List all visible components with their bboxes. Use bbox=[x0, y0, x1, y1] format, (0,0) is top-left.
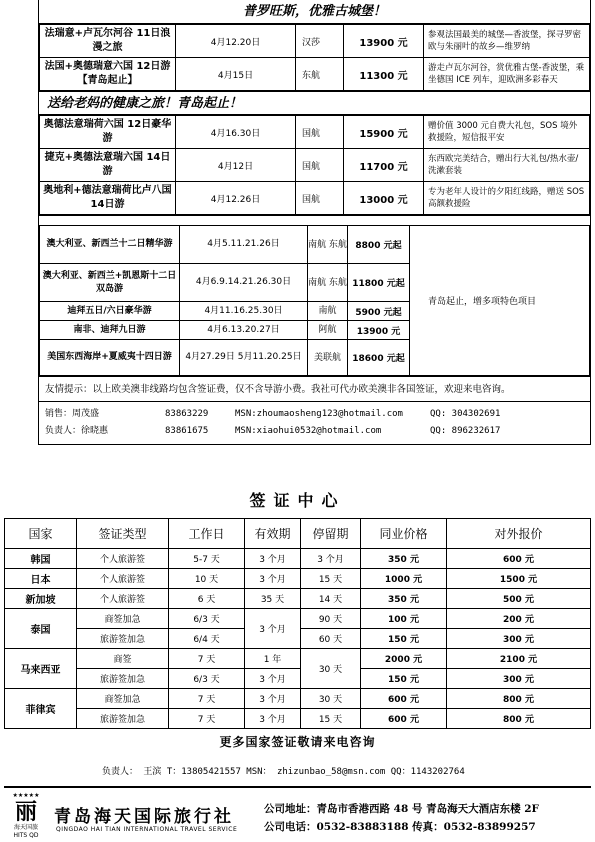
tour-note: 游走卢瓦尔河谷，赏优雅古堡-香波堡，乘坐德国 ICE 列车，迎欧洲多彩春天 bbox=[424, 58, 590, 91]
logo-stars: ★★★★★ bbox=[12, 792, 40, 799]
visa-days: 7 天 bbox=[169, 709, 245, 729]
visa-center-title: 签证中心 bbox=[249, 491, 346, 510]
visa-peer-price: 1000 元 bbox=[361, 569, 447, 589]
visa-col-valid: 有效期 bbox=[245, 519, 301, 549]
visa-type: 个人旅游签 bbox=[77, 589, 169, 609]
tour-name: 法瑞意+卢瓦尔河谷 11日浪漫之旅 bbox=[40, 25, 176, 58]
tour-date: 4月11.16.25.30日 bbox=[180, 302, 308, 321]
tour-name: 奥地利+德法意瑞荷比卢八国 14日游 bbox=[40, 182, 176, 215]
tour-airline: 南航 bbox=[308, 302, 348, 321]
contact-row bbox=[45, 406, 584, 423]
visa-public-price: 300 元 bbox=[447, 629, 591, 649]
europe-table bbox=[39, 24, 590, 91]
tour-date: 4月6.9.14.21.26.30日 bbox=[180, 264, 308, 302]
table-row bbox=[40, 182, 590, 215]
visa-type: 旅游签加急 bbox=[77, 709, 169, 729]
tour-name: 法国+奥德瑞意六国 12日游【青岛起止】 bbox=[40, 58, 176, 91]
table-row bbox=[5, 609, 591, 629]
visa-type: 旅游签加急 bbox=[77, 669, 169, 689]
visa-valid: 3 个月 bbox=[245, 709, 301, 729]
longhaul-note: 青岛起止，增多项特色项目 bbox=[410, 226, 590, 376]
contact-msn: MSN:zhoumaosheng123@hotmail.com bbox=[235, 409, 403, 419]
visa-valid: 3 个月 bbox=[245, 609, 301, 649]
tour-note: 东西欧完美结合，赠出行大礼包/热水壶/洗漱套装 bbox=[424, 149, 590, 182]
tour-note: 赠价值 3000 元自费大礼包，SOS 境外救援险，短信报平安 bbox=[424, 116, 590, 149]
visa-valid: 1 年 bbox=[245, 649, 301, 669]
visa-stay: 30 天 bbox=[301, 689, 361, 709]
logo-text: 海天国旅 bbox=[13, 824, 38, 831]
tour-name: 奥德法意瑞荷六国 12日豪华游 bbox=[40, 116, 176, 149]
tour-airline: 南航 东航 bbox=[308, 226, 348, 264]
tour-price: 13900 元 bbox=[344, 25, 424, 58]
tour-airline: 国航 bbox=[296, 149, 344, 182]
tour-price: 11800 元起 bbox=[348, 264, 410, 302]
visa-days: 5-7 天 bbox=[169, 549, 245, 569]
company-address: 公司地址：青岛市香港西路 48 号 青岛海天大酒店东楼 2F bbox=[264, 803, 539, 815]
elder-banner: 送给老妈的健康之旅！青岛起止！ bbox=[39, 91, 590, 115]
more-visa-note: 更多国家签证敬请来电咨询 bbox=[219, 735, 376, 749]
visa-type: 个人旅游签 bbox=[77, 549, 169, 569]
visa-valid: 3 个月 bbox=[245, 689, 301, 709]
tour-price: 5900 元起 bbox=[348, 302, 410, 321]
visa-col-public: 对外报价 bbox=[447, 519, 591, 549]
visa-valid: 3 个月 bbox=[245, 549, 301, 569]
visa-stay: 90 天 bbox=[301, 609, 361, 629]
tour-airline: 国航 bbox=[296, 116, 344, 149]
visa-country: 马来西亚 bbox=[5, 649, 77, 689]
visa-days: 7 天 bbox=[169, 649, 245, 669]
tour-note: 专为老年人设计的夕阳红线路，赠送 SOS 高额救援险 bbox=[424, 182, 590, 215]
visa-stay: 14 天 bbox=[301, 589, 361, 609]
table-row bbox=[5, 589, 591, 609]
visa-days: 10 天 bbox=[169, 569, 245, 589]
visa-public-price: 800 元 bbox=[447, 689, 591, 709]
visa-col-type: 签证类型 bbox=[77, 519, 169, 549]
visa-days: 7 天 bbox=[169, 689, 245, 709]
tour-airline: 国航 bbox=[296, 182, 344, 215]
tour-name: 美国东西海岸+夏威夷十四日游 bbox=[40, 340, 180, 376]
visa-peer-price: 350 元 bbox=[361, 589, 447, 609]
tour-price: 11300 元 bbox=[344, 58, 424, 91]
tour-date: 4月6.13.20.27日 bbox=[180, 321, 308, 340]
table-row bbox=[40, 25, 590, 58]
visa-type: 个人旅游签 bbox=[77, 569, 169, 589]
visa-public-price: 1500 元 bbox=[447, 569, 591, 589]
visa-col-days: 工作日 bbox=[169, 519, 245, 549]
elder-table bbox=[39, 115, 590, 215]
visa-country: 泰国 bbox=[5, 609, 77, 649]
visa-col-peer: 同业价格 bbox=[361, 519, 447, 549]
visa-peer-price: 100 元 bbox=[361, 609, 447, 629]
tour-section bbox=[38, 0, 591, 445]
visa-peer-price: 600 元 bbox=[361, 709, 447, 729]
tour-date: 4月27.29日 5月11.20.25日 bbox=[180, 340, 308, 376]
visa-days: 6 天 bbox=[169, 589, 245, 609]
visa-days: 6/4 天 bbox=[169, 629, 245, 649]
tour-note: 参观法国最美的城堡—香波堡，探寻罗密欧与朱丽叶的故乡—维罗纳 bbox=[424, 25, 590, 58]
visa-valid: 3 个月 bbox=[245, 569, 301, 589]
company-name-en: QINGDAO HAI TIAN INTERNATIONAL TRAVEL SERVICE bbox=[56, 826, 238, 833]
visa-public-price: 300 元 bbox=[447, 669, 591, 689]
visa-stay: 15 天 bbox=[301, 569, 361, 589]
visa-days: 6/3 天 bbox=[169, 609, 245, 629]
tour-name: 南非、迪拜九日游 bbox=[40, 321, 180, 340]
section-gap bbox=[39, 215, 590, 225]
contact-qq: QQ: 896232617 bbox=[430, 426, 501, 436]
visa-country: 菲律宾 bbox=[5, 689, 77, 729]
tour-date: 4月15日 bbox=[176, 58, 296, 91]
tour-airline: 美联航 bbox=[308, 340, 348, 376]
tour-airline: 南航 东航 bbox=[308, 264, 348, 302]
table-row bbox=[5, 669, 591, 689]
table-row bbox=[40, 226, 590, 264]
tour-airline: 阿航 bbox=[308, 321, 348, 340]
company-logo bbox=[6, 792, 46, 840]
visa-peer-price: 150 元 bbox=[361, 669, 447, 689]
visa-stay: 3 个月 bbox=[301, 549, 361, 569]
visa-type: 旅游签加急 bbox=[77, 629, 169, 649]
contact-role: 销售：周茂盛 bbox=[45, 409, 100, 419]
tour-price: 13000 元 bbox=[344, 182, 424, 215]
visa-country: 日本 bbox=[5, 569, 77, 589]
tour-price: 15900 元 bbox=[344, 116, 424, 149]
tour-airline: 东航 bbox=[296, 58, 344, 91]
visa-type: 商签 bbox=[77, 649, 169, 669]
friendly-tip: 友情提示：以上欧美澳非线路均包含签证费，仅不含导游小费。我社可代办欧美澳非各国签证，欢迎来电咨询。 bbox=[39, 376, 590, 402]
table-row bbox=[5, 709, 591, 729]
logo-sub: HITS QD bbox=[13, 832, 39, 839]
company-phone: 公司电话：0532-83883188 传真：0532-83899257 bbox=[264, 821, 536, 833]
tour-airline: 汉莎 bbox=[296, 25, 344, 58]
tour-date: 4月12.26日 bbox=[176, 182, 296, 215]
visa-country: 新加坡 bbox=[5, 589, 77, 609]
table-row bbox=[5, 549, 591, 569]
longhaul-table bbox=[39, 225, 590, 376]
tour-name: 迪拜五日/六日豪华游 bbox=[40, 302, 180, 321]
europe-banner: 普罗旺斯，优雅古城堡！ bbox=[39, 0, 590, 24]
footer bbox=[4, 786, 591, 842]
tour-date: 4月5.11.21.26日 bbox=[180, 226, 308, 264]
tour-date: 4月16.30日 bbox=[176, 116, 296, 149]
visa-col-stay: 停留期 bbox=[301, 519, 361, 549]
visa-stay: 15 天 bbox=[301, 709, 361, 729]
table-row bbox=[5, 569, 591, 589]
table-row bbox=[40, 116, 590, 149]
visa-col-country: 国家 bbox=[5, 519, 77, 549]
visa-type: 商签加急 bbox=[77, 609, 169, 629]
tour-price: 11700 元 bbox=[344, 149, 424, 182]
contact-phone: 83863229 bbox=[165, 409, 209, 419]
visa-public-price: 800 元 bbox=[447, 709, 591, 729]
contact-msn: MSN:xiaohui0532@hotmail.com bbox=[235, 426, 382, 436]
contact-role: 负责人：徐晓惠 bbox=[45, 426, 109, 436]
visa-public-price: 600 元 bbox=[447, 549, 591, 569]
visa-public-price: 500 元 bbox=[447, 589, 591, 609]
visa-peer-price: 350 元 bbox=[361, 549, 447, 569]
visa-header-row bbox=[5, 519, 591, 549]
visa-responsible: 负责人： 王滨 T：13805421557 MSN： zhizunbao_58@msn.com QQ：1143202764 bbox=[102, 767, 465, 777]
tour-name: 捷克+奥德法意瑞六国 14日游 bbox=[40, 149, 176, 182]
visa-table bbox=[4, 518, 591, 729]
contact-block bbox=[39, 402, 590, 444]
contact-qq: QQ: 304302691 bbox=[430, 409, 501, 419]
visa-valid: 3 个月 bbox=[245, 669, 301, 689]
contact-row bbox=[45, 423, 584, 440]
visa-stay: 60 天 bbox=[301, 629, 361, 649]
visa-public-price: 200 元 bbox=[447, 609, 591, 629]
tour-price: 8800 元起 bbox=[348, 226, 410, 264]
table-row bbox=[5, 689, 591, 709]
table-row bbox=[40, 149, 590, 182]
tour-price: 13900 元 bbox=[348, 321, 410, 340]
visa-country: 韩国 bbox=[5, 549, 77, 569]
visa-peer-price: 150 元 bbox=[361, 629, 447, 649]
tour-name: 澳大利亚、新西兰+凯恩斯十二日双岛游 bbox=[40, 264, 180, 302]
visa-days: 6/3 天 bbox=[169, 669, 245, 689]
visa-peer-price: 600 元 bbox=[361, 689, 447, 709]
visa-public-price: 2100 元 bbox=[447, 649, 591, 669]
brochure-page bbox=[4, 0, 591, 842]
visa-peer-price: 2000 元 bbox=[361, 649, 447, 669]
tour-price: 18600 元起 bbox=[348, 340, 410, 376]
tour-name: 澳大利亚、新西兰十二日精华游 bbox=[40, 226, 180, 264]
tour-date: 4月12.20日 bbox=[176, 25, 296, 58]
table-row bbox=[5, 649, 591, 669]
contact-phone: 83861675 bbox=[165, 426, 209, 436]
company-contact bbox=[264, 800, 539, 836]
company-name: 青岛海天国际旅行社 bbox=[54, 807, 234, 827]
tour-date: 4月12日 bbox=[176, 149, 296, 182]
visa-type: 商签加急 bbox=[77, 689, 169, 709]
visa-valid: 35 天 bbox=[245, 589, 301, 609]
table-row bbox=[40, 58, 590, 91]
logo-mark-icon: 丽 bbox=[14, 799, 37, 825]
visa-stay: 30 天 bbox=[301, 649, 361, 689]
